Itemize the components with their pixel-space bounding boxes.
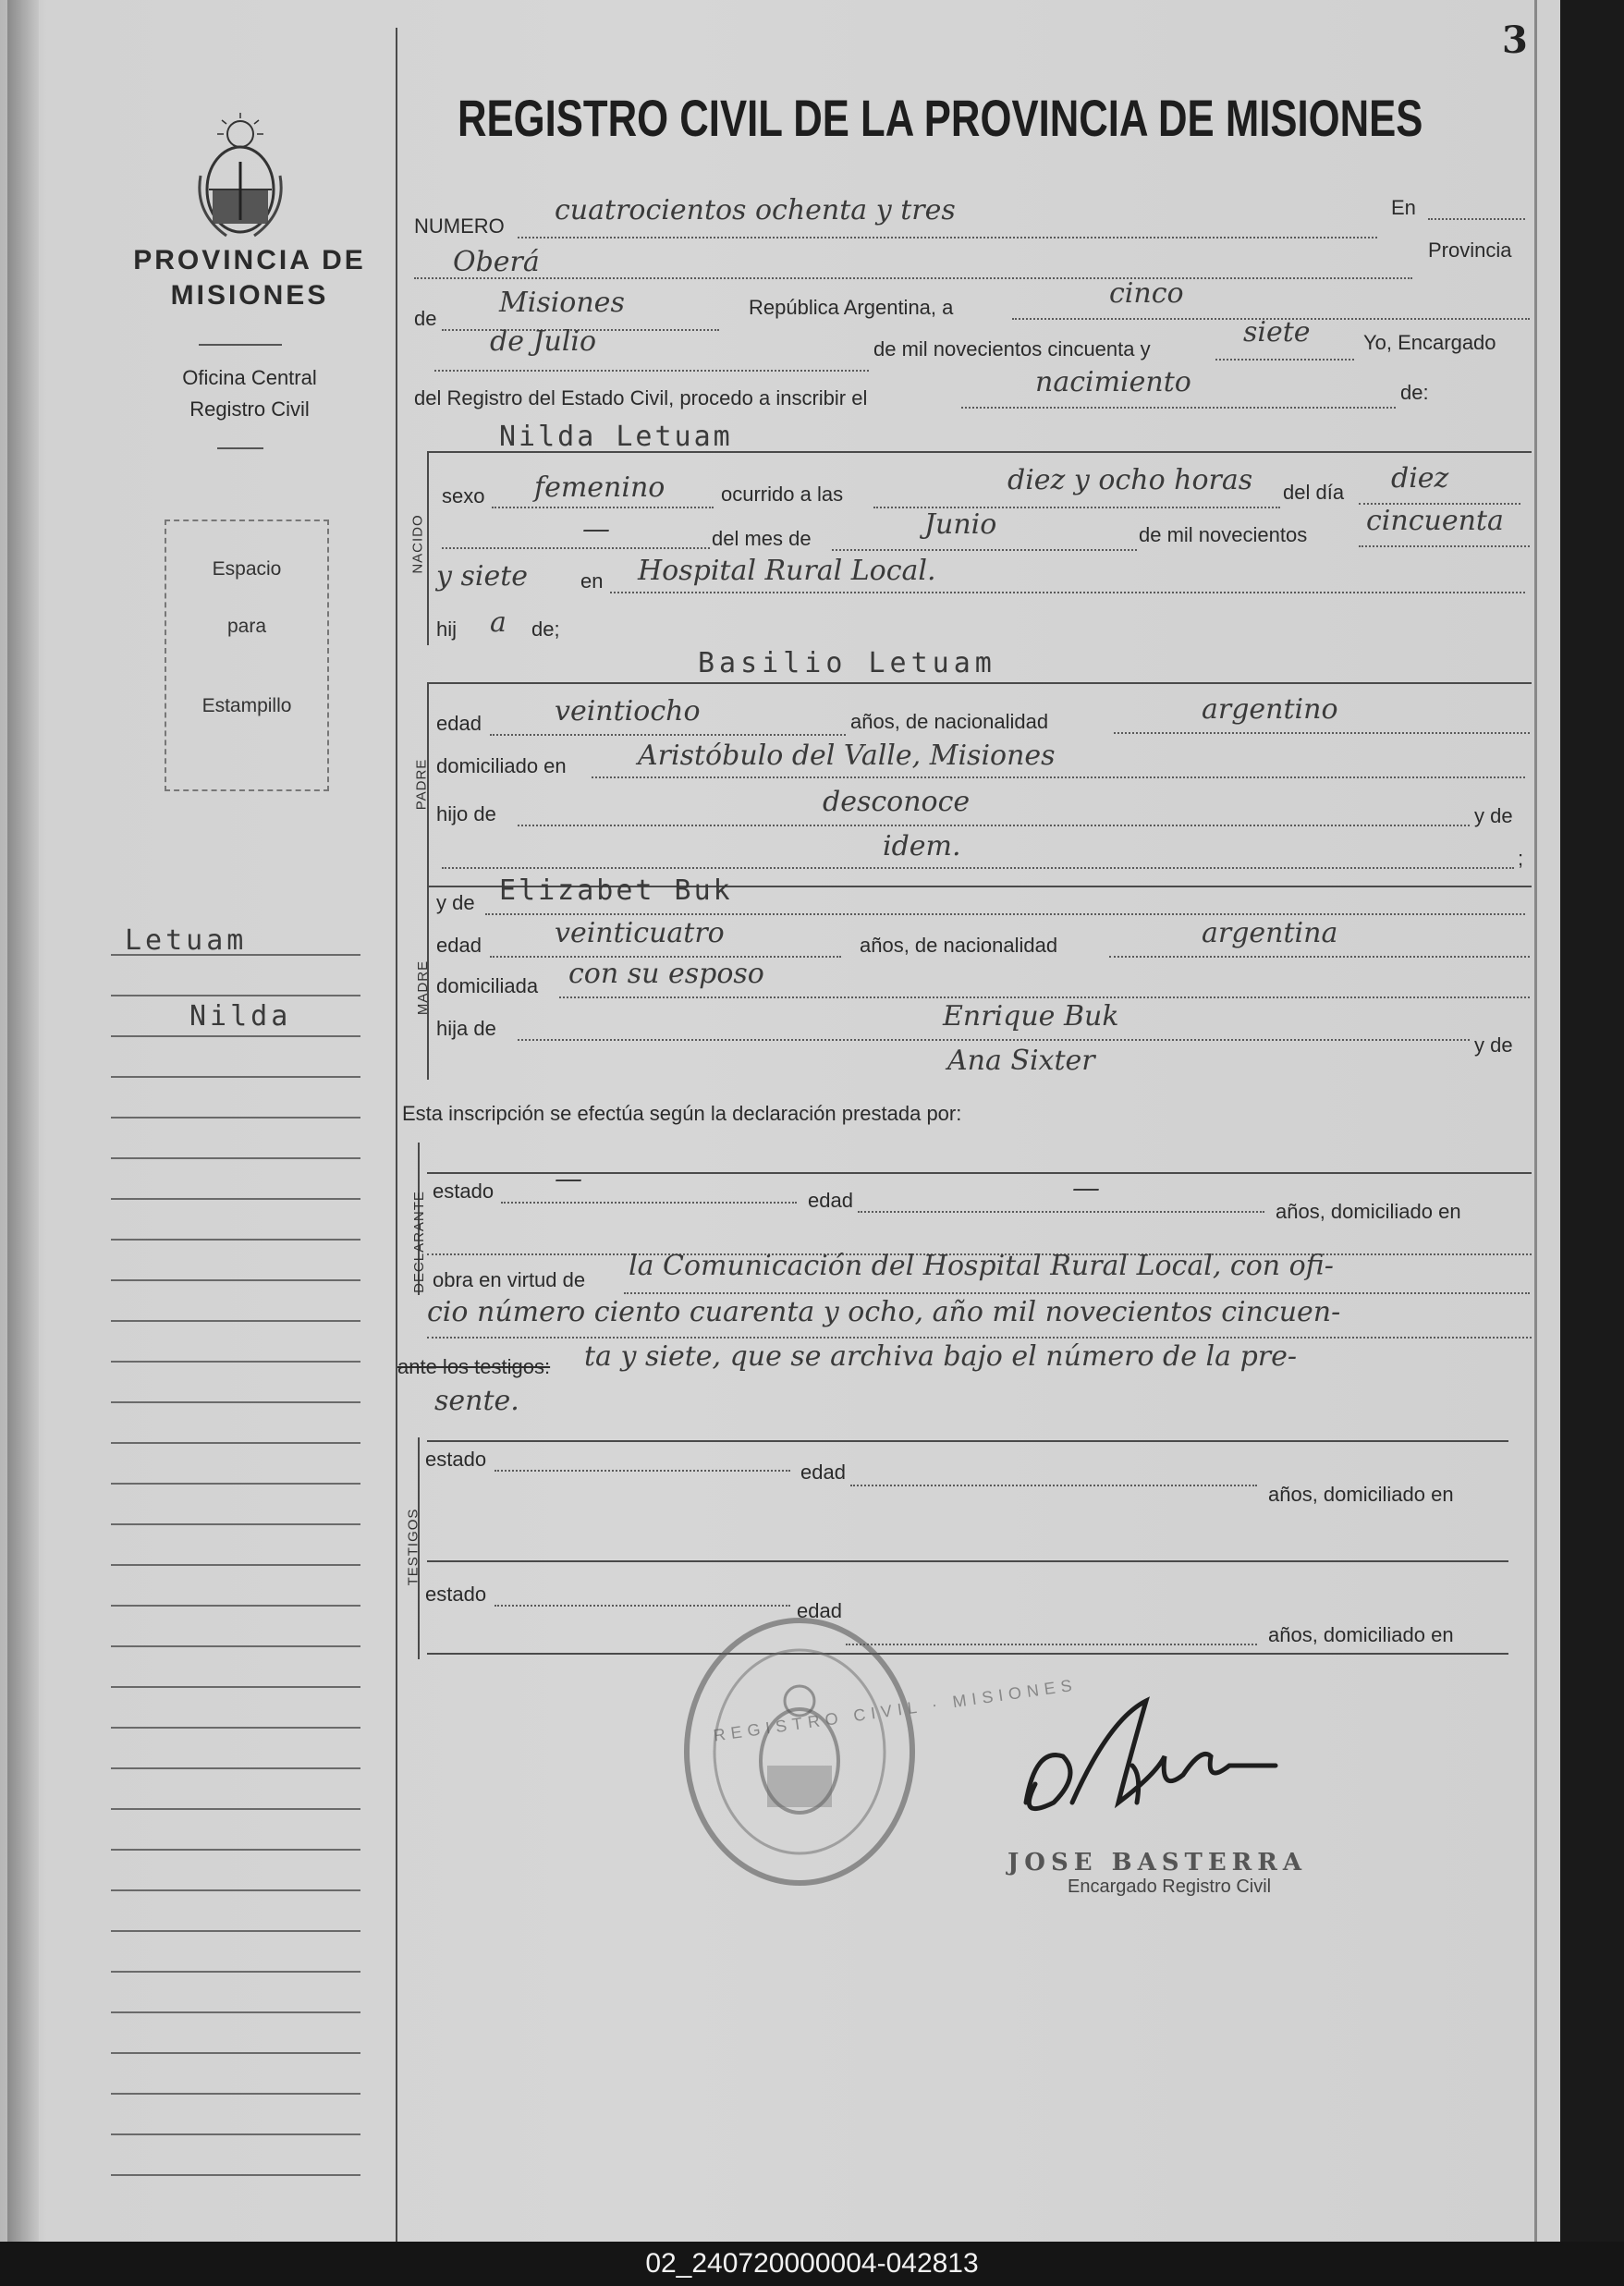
margin-rule — [111, 1483, 360, 1485]
padre-dom-value: Aristóbulo del Valle, Misiones — [638, 740, 1056, 772]
madre-dom-line — [559, 996, 1530, 998]
nacido-en-label: en — [580, 569, 604, 593]
signature-icon — [998, 1664, 1303, 1858]
margin-rule — [111, 1889, 360, 1891]
province-heading-line1: PROVINCIA DE — [133, 245, 366, 275]
numero-label: NUMERO — [414, 214, 505, 238]
madre-nac-label: años, de nacionalidad — [860, 934, 1058, 957]
stamp-box — [165, 520, 329, 791]
margin-rule — [111, 1849, 360, 1851]
margin-rule — [111, 1767, 360, 1769]
province-value: Misiones — [499, 287, 625, 319]
testigos-top-line — [427, 1440, 1508, 1442]
testigo2-anos-label: años, domiciliado en — [1268, 1623, 1454, 1646]
year-a-line — [1359, 545, 1530, 547]
testigo1-estado-line — [495, 1470, 790, 1472]
year-text-label: de mil novecientos cincuenta y — [873, 337, 1151, 361]
margin-rule — [111, 1198, 360, 1200]
obra-line1 — [624, 1292, 1530, 1294]
stamp-box-line2: para — [226, 616, 267, 637]
declarante-intro: Esta inscripción se efectúa según la declaración prestada por: — [402, 1102, 962, 1125]
testigos-label: ante los testigos: — [397, 1355, 551, 1378]
declarante-estado-dash: — — [555, 1163, 582, 1195]
margin-rule — [111, 1442, 360, 1444]
mes-line — [832, 549, 1137, 551]
obra-label: obra en virtud de — [433, 1268, 586, 1291]
place-value: Oberá — [453, 246, 540, 278]
padre-y-de-label: y de — [1474, 804, 1513, 827]
nacido-top-line — [427, 451, 1532, 453]
testigo1-edad-line — [850, 1485, 1257, 1486]
month-value: de Julio — [490, 325, 597, 358]
padre-idem-value: idem. — [883, 830, 961, 862]
margin-rule — [111, 2174, 360, 2176]
margin-rule — [111, 1808, 360, 1810]
padre-name: Basilio Letuam — [698, 647, 996, 679]
place-line — [414, 277, 1412, 279]
nacido-place-value: Hospital Rural Local. — [638, 555, 936, 587]
margin-name: Nilda — [189, 1000, 292, 1033]
padre-dom-label: domiciliado en — [436, 754, 567, 777]
obra-line2 — [427, 1337, 1532, 1339]
testigo1-edad-label: edad — [800, 1461, 846, 1484]
madre-mother-value: Ana Sixter — [947, 1045, 1095, 1077]
signature-name: JOSE BASTERRA — [1007, 1849, 1308, 1876]
hora-value: diez y ocho horas — [1007, 464, 1253, 496]
testigo1-anos-label: años, domiciliado en — [1268, 1483, 1454, 1506]
padre-idem-line — [442, 867, 1514, 869]
declarante-edad-label: edad — [808, 1189, 853, 1212]
numero-value: cuatrocientos ochenta y tres — [555, 194, 956, 226]
padre-hijo-de-label: hijo de — [436, 802, 496, 825]
padre-edad-value: veintiocho — [555, 695, 701, 727]
testigo2-bottom-line — [427, 1653, 1508, 1655]
margin-rule — [111, 1971, 360, 1973]
margin-surname: Letuam — [125, 924, 248, 957]
margin-rule — [111, 2093, 360, 2095]
stamp-box-line1: Espacio — [212, 558, 282, 580]
padre-top-line — [427, 682, 1532, 684]
margin-rule — [111, 1605, 360, 1607]
margin-rule — [111, 1239, 360, 1241]
testigos-section-label: TESTIGOS — [405, 1508, 421, 1586]
margin-rule — [111, 1686, 360, 1688]
act-value: nacimiento — [1035, 366, 1191, 398]
obra-text-line4: sente. — [434, 1385, 519, 1417]
page-number: 3 — [1502, 18, 1528, 62]
yo-label: Yo, Encargado — [1363, 331, 1496, 354]
office-line1: Oficina Central — [182, 366, 317, 389]
nacido-section-label: NACIDO — [409, 514, 426, 574]
mil-label: de mil novecientos — [1139, 523, 1308, 546]
binding-edge — [7, 0, 39, 2242]
margin-rule — [111, 1401, 360, 1403]
mes-value: Junio — [924, 508, 997, 541]
margin-rule — [111, 1320, 360, 1322]
padre-edad-label: edad — [436, 712, 482, 735]
numero-line — [518, 237, 1377, 238]
margin-rule — [111, 2133, 360, 2135]
margin-rule — [111, 1076, 360, 1078]
padre-nac-label: años, de nacionalidad — [850, 710, 1049, 733]
nacido-place-line — [610, 592, 1525, 593]
madre-name: Elizabet Buk — [499, 874, 733, 907]
madre-y-de-label: y de — [436, 891, 475, 914]
month-line — [434, 370, 869, 372]
obra-text-line2: cio número ciento cuarenta y ocho, año mil novecientos cincuen- — [427, 1296, 1341, 1328]
margin-rule — [111, 1035, 360, 1037]
madre-hija-de-label: hija de — [436, 1017, 496, 1040]
declarante-edad-dash: — — [1072, 1172, 1100, 1204]
margin-rule — [111, 1930, 360, 1932]
dash-value: — — [582, 513, 610, 545]
right-edge — [1534, 0, 1537, 2242]
dia-value: diez — [1391, 462, 1449, 495]
margin-rule — [111, 1564, 360, 1566]
margin-rule — [111, 2011, 360, 2013]
hijo-suffix: a — [490, 606, 507, 639]
page-title: REGISTRO CIVIL DE LA PROVINCIA DE MISIONES — [458, 89, 1423, 147]
registro-label: del Registro del Estado Civil, procedo a inscribir el — [414, 386, 868, 410]
margin-rule — [111, 1361, 360, 1363]
padre-section-label: PADRE — [413, 758, 430, 811]
madre-dom-value: con su esposo — [568, 958, 764, 990]
padre-nac-line — [1114, 732, 1530, 734]
declarante-edad-line — [858, 1211, 1264, 1213]
office-line2: Registro Civil — [189, 397, 310, 421]
document-id-text: 02_240720000004-042813 — [645, 2248, 979, 2279]
coat-of-arms-icon — [189, 111, 291, 240]
year-value-a: cincuenta — [1366, 505, 1504, 537]
testigo2-estado-label: estado — [425, 1583, 487, 1606]
sidebar-divider — [199, 344, 282, 346]
testigo2-edad-label: edad — [797, 1599, 842, 1622]
margin-rule — [111, 1645, 360, 1647]
en-label: En — [1391, 196, 1416, 219]
madre-nac-line — [1109, 956, 1530, 958]
margin-rule — [111, 2052, 360, 2054]
ocurrido-label: ocurrido a las — [721, 483, 844, 506]
de-colon: de: — [1400, 381, 1429, 404]
margin-rule — [111, 954, 360, 956]
day-value: cinco — [1109, 277, 1184, 310]
margin-rule — [111, 1279, 360, 1281]
nacido-bracket — [427, 451, 429, 645]
del-dia-label: del día — [1283, 481, 1345, 504]
declarante-anos-label: años, domiciliado en — [1276, 1200, 1461, 1223]
en-line — [1428, 218, 1525, 220]
testigo2-estado-line — [495, 1605, 790, 1607]
seal-text: REGISTRO CIVIL · MISIONES — [712, 1675, 1079, 1745]
mes-label: del mes de — [712, 527, 812, 550]
margin-rule — [111, 1157, 360, 1159]
madre-nac-value: argentina — [1202, 917, 1338, 949]
official-seal-icon — [679, 1613, 920, 1890]
sexo-line — [492, 507, 714, 508]
declarante-estado-line — [501, 1202, 797, 1204]
margin-rule — [111, 1727, 360, 1729]
madre-y-de-label2: y de — [1474, 1033, 1513, 1057]
madre-section-label: MADRE — [415, 960, 432, 1016]
testigo1-estado-label: estado — [425, 1448, 487, 1471]
margin-rule — [111, 1117, 360, 1119]
margin-rule — [111, 995, 360, 996]
sexo-value: femenino — [534, 471, 665, 504]
year-value-b: y siete — [436, 560, 529, 593]
province-heading-line2: MISIONES — [170, 280, 329, 311]
declarante-estado-label: estado — [433, 1180, 495, 1203]
padre-edad-line — [490, 734, 846, 736]
dash-line — [442, 547, 710, 549]
column-divider — [396, 28, 397, 2242]
padre-dom-line — [592, 776, 1525, 778]
hijo-de: de; — [531, 617, 560, 641]
madre-name-line — [485, 913, 1525, 915]
year-line — [1215, 359, 1354, 361]
sexo-label: sexo — [442, 484, 485, 507]
padre-hijo-de-value: desconoce — [823, 786, 971, 818]
obra-text-line1: la Comunicación del Hospital Rural Local, con ofi- — [629, 1250, 1334, 1282]
republica-label: República Argentina, a — [749, 296, 954, 319]
padre-semicolon: ; — [1518, 847, 1524, 870]
signature-role: Encargado Registro Civil — [1068, 1876, 1272, 1897]
testigo1-bottom-line — [427, 1560, 1508, 1562]
nacido-name: Nilda Letuam — [499, 421, 733, 453]
sidebar-divider-2 — [217, 447, 263, 449]
madre-edad-value: veinticuatro — [555, 917, 725, 949]
madre-dom-label: domiciliada — [436, 974, 539, 997]
declarante-top-line — [427, 1172, 1532, 1174]
madre-hija-de-line — [518, 1039, 1470, 1041]
padre-nac-value: argentino — [1202, 693, 1338, 726]
provincia-label: Provincia — [1428, 238, 1512, 262]
declarante-section-label: DECLARANTE — [410, 1191, 427, 1293]
margin-rule — [111, 1523, 360, 1525]
document-id-footer — [0, 2242, 1624, 2286]
madre-edad-label: edad — [436, 934, 482, 957]
de-label: de — [414, 307, 437, 330]
hijo-label: hij — [436, 617, 458, 641]
stamp-box-line3: Estampillo — [201, 695, 292, 716]
obra-text-line3: ta y siete, que se archiva bajo el número de la pre- — [584, 1340, 1298, 1373]
madre-hija-de-value: Enrique Buk — [943, 1000, 1119, 1033]
padre-hijo-de-line — [518, 825, 1470, 826]
act-line — [961, 407, 1396, 409]
year-value: siete — [1243, 316, 1311, 348]
